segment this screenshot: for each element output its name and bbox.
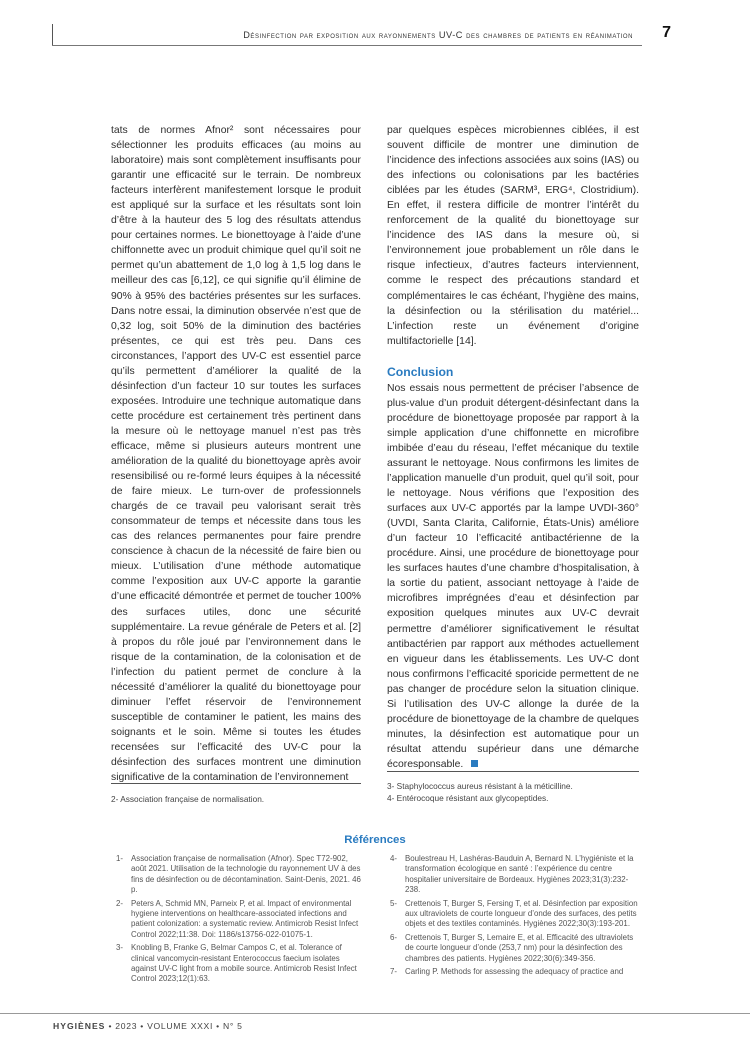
reference-number: 3-	[116, 943, 124, 953]
issue-details: • 2023 • VOLUME XXXI • N° 5	[105, 1021, 243, 1031]
right-column-continuation: par quelques espèces microbiennes ciblées, il est souvent difficile de montrer une diminution de l’incidence des infections associées aux soins (IAS) ou des infections ou colonisations par les bactéries ciblées par les études (SARM³, ERG⁴, Clostridium). En effet, il restera difficile de montrer l’intérêt du renforcement de la qualité du bionettoyage sur l’incidence des IAS dans la mesure où, si l’environnement joue probablement un rôle dans le risque infectieux, d’autres facteurs interviennent, comme le respect des précautions standard et complémentaires le cas échéant, l’hygiène des mains, la désinfection ou la stérilisation du matériel... L’infection reste un événement d’origine multifactorielle [14].	[387, 125, 639, 347]
reference-item	[116, 943, 364, 985]
conclusion-paragraph	[387, 381, 639, 772]
reference-item	[116, 854, 364, 896]
reference-item	[390, 933, 638, 964]
references-left-column	[116, 854, 364, 988]
reference-text: Crettenois T, Burger S, Fersing T, et al. Désinfection par exposition aux ultraviolets de courte longueur d’onde des surfaces, des petits objets et des textiles contaminés. Hygiènes 2022;30(3):193-201.	[405, 898, 638, 929]
footnote-2: 2- Association française de normalisation.	[111, 794, 265, 804]
reference-number: 2-	[116, 898, 124, 908]
left-column-paragraph: tats de normes Afnor² sont nécessaires pour sélectionner les produits efficaces (au moins au laboratoire) mais sont complètement insuffisants pour garantir une efficacité sur le terrain. De nombreux facteurs interfèrent manifestement lorsque le produit est appliqué sur la surface et les résultats sont loin d’être à la hauteur des 5 log des résultats attendus pour certaines normes. Le bionettoyage à l’aide d’une chiffonnette avec un produit chimique quel qu’il soit ne permet qu’un abattement de 1,0 log à 1,5 log dans le meilleur des cas [6,12], ce qui signifie qu’il élimine de 90% à 95% des bactéries présentes sur les surfaces. Dans notre essai, la diminution observée n’est que de 0,32 log, soit 50% de la diminution des bactéries présentes, ce qui est très peu. Dans ces circonstances, l’apport des UV-C est essentiel parce qu’ils permettent d’améliorer la qualité de la désinfection d’un facteur 10 sur toutes les surfaces exposées. Introduire une technique automatique dans cette procédure est certainement très pertinent dans la mesure où le nettoyage manuel n’est pas très efficace, même si plusieurs auteurs montrent une amélioration de la qualité du bionettoyage après avoir resensibilisé ou re-formé leurs équipes à la nécessité de faire mieux. Le turn-over de professionnels chargés de ce travail peu valorisant serait très consommateur de temps et nécessite dans tous les cas des relances permanentes pour faire prendre conscience à chacun de la nécessité de faire bien ou mieux. L’utilisation d’une méthode automatique comme l’exposition aux UV-C apporte la garantie d’une efficacité démontrée et permet de toucher 100% des surfaces utiles, donc une sécurité supplémentaire. La revue générale de Peters et al. [2] à propos du rôle joué par l’environnement dans le risque de la contamination, de la colonisation et de l’infection du patient permet de conclure à la nécessité d’améliorer la qualité du bionettoyage pour diminuer l’effet réservoir de l’environnement susceptible de contaminer le patient, les mains des soignants et le soin. Même si toutes les études recensées sur l’efficacité des UV-C pour la désinfection des surfaces montrent une diminution significative de la contamination de l’environnement	[111, 125, 361, 784]
reference-number: 5-	[390, 898, 398, 908]
running-title: Désinfection par exposition aux rayonnements UV-C des chambres de patients en réanimation	[243, 30, 633, 40]
references-heading: Références	[344, 834, 406, 846]
references-right-column	[390, 854, 638, 980]
footnotes-right	[387, 781, 573, 804]
footer-rule	[0, 1013, 750, 1014]
reference-text: Peters A, Schmid MN, Parneix P, et al. Impact of environmental hygiene interventions on healthcare-associated infections and patient colonization: a systematic review. Antimicrob Resist Infect Control 2022;11:38. Doi: 1186/s13756-022-01075-1.	[131, 898, 359, 939]
reference-text: Boulestreau H, Lashéras-Bauduin A, Bernard N. L’hygiéniste et la transformation écologique en santé : l’expérience du centre hospitalier universitaire de Bordeaux. Hygiènes 2023;31(3):232-238.	[405, 854, 634, 895]
footnote-rule-right	[387, 771, 639, 772]
conclusion-text: Nos essais nous permettent de préciser l’absence de plus-value d’un produit détergent-désinfectant dans la procédure de bionettoyage proposée par rapport à la simple application d’une chiffonnette en microfibre imbibée d’eau du réseau, l’effet mécanique du textile assurant le nettoyage. Nous confirmons les limites de l’application manuelle d’un produit, quel qu’il soit, pour le nettoyage. Nous vérifions que l’exposition des surfaces aux UV-C apportés par la lampe UVDI-360° (UVDI, Santa Clarita, Californie, États-Unis) améliore d’un facteur 10 l’efficacité antibactérienne de la procédure. Ainsi, une procédure de bionettoyage pour les surfaces hautes d’une chambre d’hospitalisation, à la sortie du patient, associant nettoyage à l’aide de microfibres imprégnées d’eau et désinfection par exposition quelques minutes aux UV-C devrait permettre d’améliorer significativement le résultat antibactérien par rapport aux méthodes actuellement en vigueur dans les établissements. Les UV-C dont nous confirmons l’efficacité sporicide permettent de ne pas changer de procédure selon la situation clinique. Si l’utilisation des UV-C allonge la durée de la procédure de bionettoyage de la chambre de quelques minutes, la désinfection est automatique pour un résultat attendu supérieur dans une démarche écoresponsable.	[387, 382, 639, 770]
header-left-rule	[52, 24, 53, 46]
reference-number: 7-	[390, 967, 398, 977]
reference-text: Knobling B, Franke G, Belmar Campos C, et al. Tolerance of clinical vancomycin-resistant Enterococcus faecium isolates against UV-C light from a mobile source. Antimicrob Resist Infect Control 2023;12(1):63.	[131, 943, 357, 984]
reference-number: 4-	[390, 854, 398, 863]
footnote-rule-left	[111, 783, 361, 784]
end-of-article-marker-icon	[471, 760, 478, 767]
journal-name: HYGIÈNES	[53, 1021, 106, 1031]
page-footer	[53, 1021, 243, 1031]
reference-item	[116, 899, 364, 941]
conclusion-heading: Conclusion	[387, 364, 454, 379]
header-bottom-rule	[52, 45, 642, 46]
reference-item	[390, 854, 638, 896]
left-column	[111, 123, 361, 785]
reference-text: Crettenois T, Burger S, Lemaire E, et al. Efficacité des ultraviolets de courte longueur d’onde (253,7 nm) pour la désinfection des chambres des patients. Hygiènes 2022;30(6):349-356.	[405, 932, 634, 963]
right-column	[387, 123, 639, 772]
reference-item	[390, 967, 638, 977]
footnote-3: 3- Staphylococcus aureus résistant à la méticilline.	[387, 781, 573, 791]
running-header	[52, 20, 717, 48]
footnote-4: 4- Entérocoque résistant aux glycopeptides.	[387, 792, 549, 803]
page-number: 7	[662, 24, 671, 41]
reference-text: Carling P. Methods for assessing the adequacy of practice and	[405, 967, 624, 977]
reference-number: 1-	[116, 854, 124, 863]
reference-number: 6-	[390, 932, 398, 942]
reference-item	[390, 899, 638, 930]
reference-text: Association française de normalisation (Afnor). Spec T72-902, août 2021. Utilisation de la technologie du rayonnement UV à des fins de désinfection ou de décontamination. Saint-Denis, 2021. 46 p.	[131, 854, 361, 895]
